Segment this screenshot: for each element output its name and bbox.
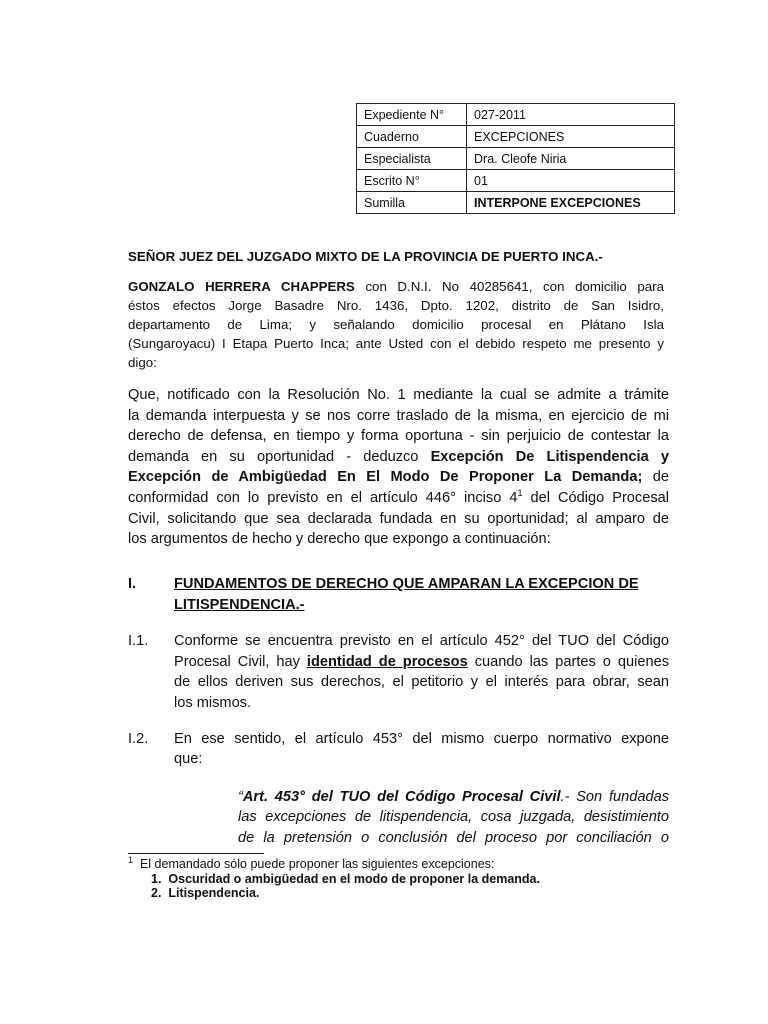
table-value: Dra. Cleofe Niria <box>467 148 675 170</box>
quote-line: las excepciones de litispendencia, cosa juzgada, desistimiento <box>238 809 669 825</box>
item-number: I.1. <box>128 633 149 649</box>
item-text: cuando las partes o quienes <box>467 654 670 670</box>
quote-line: de la pretensión o conclusión del proceso por conciliación o <box>238 830 669 846</box>
table-row <box>357 148 675 170</box>
case-info-table <box>356 103 675 214</box>
table-row <box>357 104 675 126</box>
item-line: En ese sentido, el artículo 453° del mismo cuerpo normativo expone <box>174 731 669 747</box>
body-text: de <box>642 469 669 485</box>
intro-text: con D.N.I. No 40285641, con domicilio para <box>354 279 664 294</box>
table-value: 027-2011 <box>467 104 675 126</box>
intro-line: éstos efectos Jorge Basadre Nro. 1436, Dpto. 1202, distrito de San Isidro, <box>128 298 664 313</box>
footnote-ref: 1 <box>517 488 523 499</box>
key-term: identidad de procesos <box>306 654 468 670</box>
item-number: I.2. <box>128 731 149 747</box>
quote-line <box>238 787 669 808</box>
footnote <box>128 854 495 872</box>
footnote-item <box>151 886 259 901</box>
section-number: I. <box>128 576 137 592</box>
body-text: demanda en su oportunidad - deduzco <box>128 449 431 465</box>
section-title: FUNDAMENTOS DE DERECHO QUE AMPARAN LA EXCEPCION DE <box>174 576 639 592</box>
table-value: EXCEPCIONES <box>467 126 675 148</box>
body-line <box>128 488 669 509</box>
item-line <box>174 652 669 673</box>
table-label: Expediente N° <box>357 104 467 126</box>
quote-text: .- Son fundadas <box>560 789 669 805</box>
item-line: que: <box>174 751 203 767</box>
footnote-item-number: 1. <box>151 872 162 886</box>
quote-article: Art. 453° del TUO del Código Procesal Civil <box>242 789 561 805</box>
party-name: GONZALO HERRERA CHAPPERS <box>128 279 355 294</box>
addressee: SEÑOR JUEZ DEL JUZGADO MIXTO DE LA PROVINCIA DE PUERTO INCA.- <box>128 249 603 264</box>
body-line: los argumentos de hecho y derecho que expongo a continuación: <box>128 531 551 547</box>
body-line: Civil, solicitando que sea declarada fundada en su oportunidad; al amparo de <box>128 511 669 527</box>
footnote-separator <box>128 853 264 854</box>
table-row <box>357 126 675 148</box>
item-line: de ellos deriven sus derechos, el petitorio y el interés para obrar, sean <box>174 674 669 690</box>
intro-line <box>128 277 664 296</box>
body-line: la demanda interpuesta y se nos corre traslado de la misma, en ejercicio de mi <box>128 408 669 424</box>
body-line: Que, notificado con la Resolución No. 1 mediante la cual se admite a trámite <box>128 387 669 403</box>
table-value: INTERPONE EXCEPCIONES <box>467 192 675 214</box>
footnote-item <box>151 872 540 887</box>
intro-line: departamento de Lima; y señalando domicilio procesal en Plátano Isla <box>128 317 664 332</box>
body-text: del Código Procesal <box>522 490 669 506</box>
table-value: 01 <box>467 170 675 192</box>
body-line: derecho de defensa, en tiempo y forma oportuna - sin perjuicio de contestar la <box>128 428 669 444</box>
exception-name: Excepción de Ambigüedad En El Modo De Proponer La Demanda; <box>128 469 643 485</box>
body-text: conformidad con lo previsto en el artículo 446° inciso 4 <box>128 490 518 506</box>
section-title: LITISPENDENCIA.- <box>174 597 305 613</box>
item-text: Procesal Civil, hay <box>174 654 307 670</box>
table-row <box>357 170 675 192</box>
body-line <box>128 447 669 468</box>
exception-name: Excepción De Litispendencia y <box>430 449 669 465</box>
intro-line: digo: <box>128 355 157 370</box>
footnote-item-number: 2. <box>151 886 162 900</box>
table-label: Especialista <box>357 148 467 170</box>
body-line <box>128 467 669 488</box>
intro-line: (Sungaroyacu) I Etapa Puerto Inca; ante Usted con el debido respeto me presento y <box>128 336 664 351</box>
footnote-mark: 1 <box>128 854 134 865</box>
table-label: Sumilla <box>357 192 467 214</box>
quote-mark: “ <box>238 789 243 805</box>
footnote-item-text: Litispendencia. <box>168 886 260 900</box>
item-line: los mismos. <box>174 695 252 711</box>
table-label: Cuaderno <box>357 126 467 148</box>
footnote-item-text: Oscuridad o ambigüedad en el modo de proponer la demanda. <box>168 872 540 886</box>
table-label: Escrito N° <box>357 170 467 192</box>
item-line: Conforme se encuentra previsto en el artículo 452° del TUO del Código <box>174 633 669 649</box>
footnote-text: El demandado sólo puede proponer las siguientes excepciones: <box>139 857 495 871</box>
table-row <box>357 192 675 214</box>
